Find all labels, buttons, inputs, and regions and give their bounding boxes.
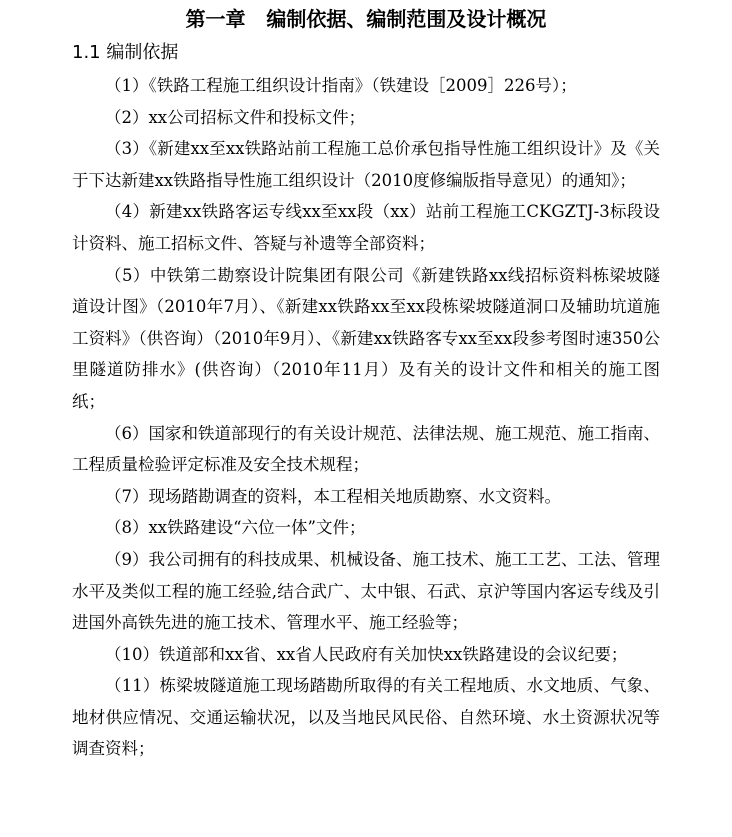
basis-item-10: （10）铁道部和xx省、xx省人民政府有关加快xx铁路建设的会议纪要；	[105, 644, 628, 664]
basis-item-11: （11）栋梁坡隧道施工现场踏勘所取得的有关工程地质、水文地质、气象、地材供应情况、交通运输状况，以及当地民风民俗、自然环境、水土资源状况等调查资料；	[72, 676, 660, 759]
basis-list	[72, 70, 660, 765]
basis-item-7: （7）现场踏勘调查的资料，本工程相关地质勘察、水文资料。	[105, 486, 561, 506]
basis-item-8: （8）xx铁路建设“六位一体”文件；	[105, 518, 366, 538]
basis-item-3: （3）《新建xx至xx铁路站前工程施工总价承包指导性施工组织设计》及《关于下达新建xx铁路指导性施工组织设计（2010度修编版指导意见）的通知》；	[72, 139, 660, 190]
basis-item-9: （9）我公司拥有的科技成果、机械设备、施工技术、施工工艺、工法、管理水平及类似工程的施工经验,结合武广、太中银、石武、京沪等国内客运专线及引进国外高铁先进的施工技术、管理水平、施工经验等；	[72, 549, 660, 633]
chapter-title: 第一章 编制依据、编制范围及设计概况	[185, 7, 547, 31]
basis-item-2: （2）xx公司招标文件和投标文件；	[105, 107, 366, 127]
basis-item-1: （1）《铁路工程施工组织设计指南》（铁建设［2009］226号）；	[105, 76, 577, 95]
basis-item-5: （5）中铁第二勘察设计院集团有限公司《新建铁路xx线招标资料栋梁坡隧道设计图》（2010年7月）、《新建xx铁路xx至xx段栋梁坡隧道洞口及辅助坑道施工资料》（供咨询）（2010年9月）、《新建xx铁路客专xx至xx段参考图时速350公里隧道防排水》(供咨询）（2010年11月）及有关的设计文件和相关的施工图纸；	[72, 265, 660, 411]
basis-item-4: （4）新建xx铁路客运专线xx至xx段（xx）站前工程施工CKGZTJ-3标段设计资料、施工招标文件、答疑与补遗等全部资料；	[72, 202, 660, 253]
basis-item-6: （6）国家和铁道部现行的有关设计规范、法律法规、施工规范、施工指南、工程质量检验评定标准及安全技术规程；	[72, 423, 660, 475]
section-heading: 1.1 编制依据	[72, 42, 179, 63]
